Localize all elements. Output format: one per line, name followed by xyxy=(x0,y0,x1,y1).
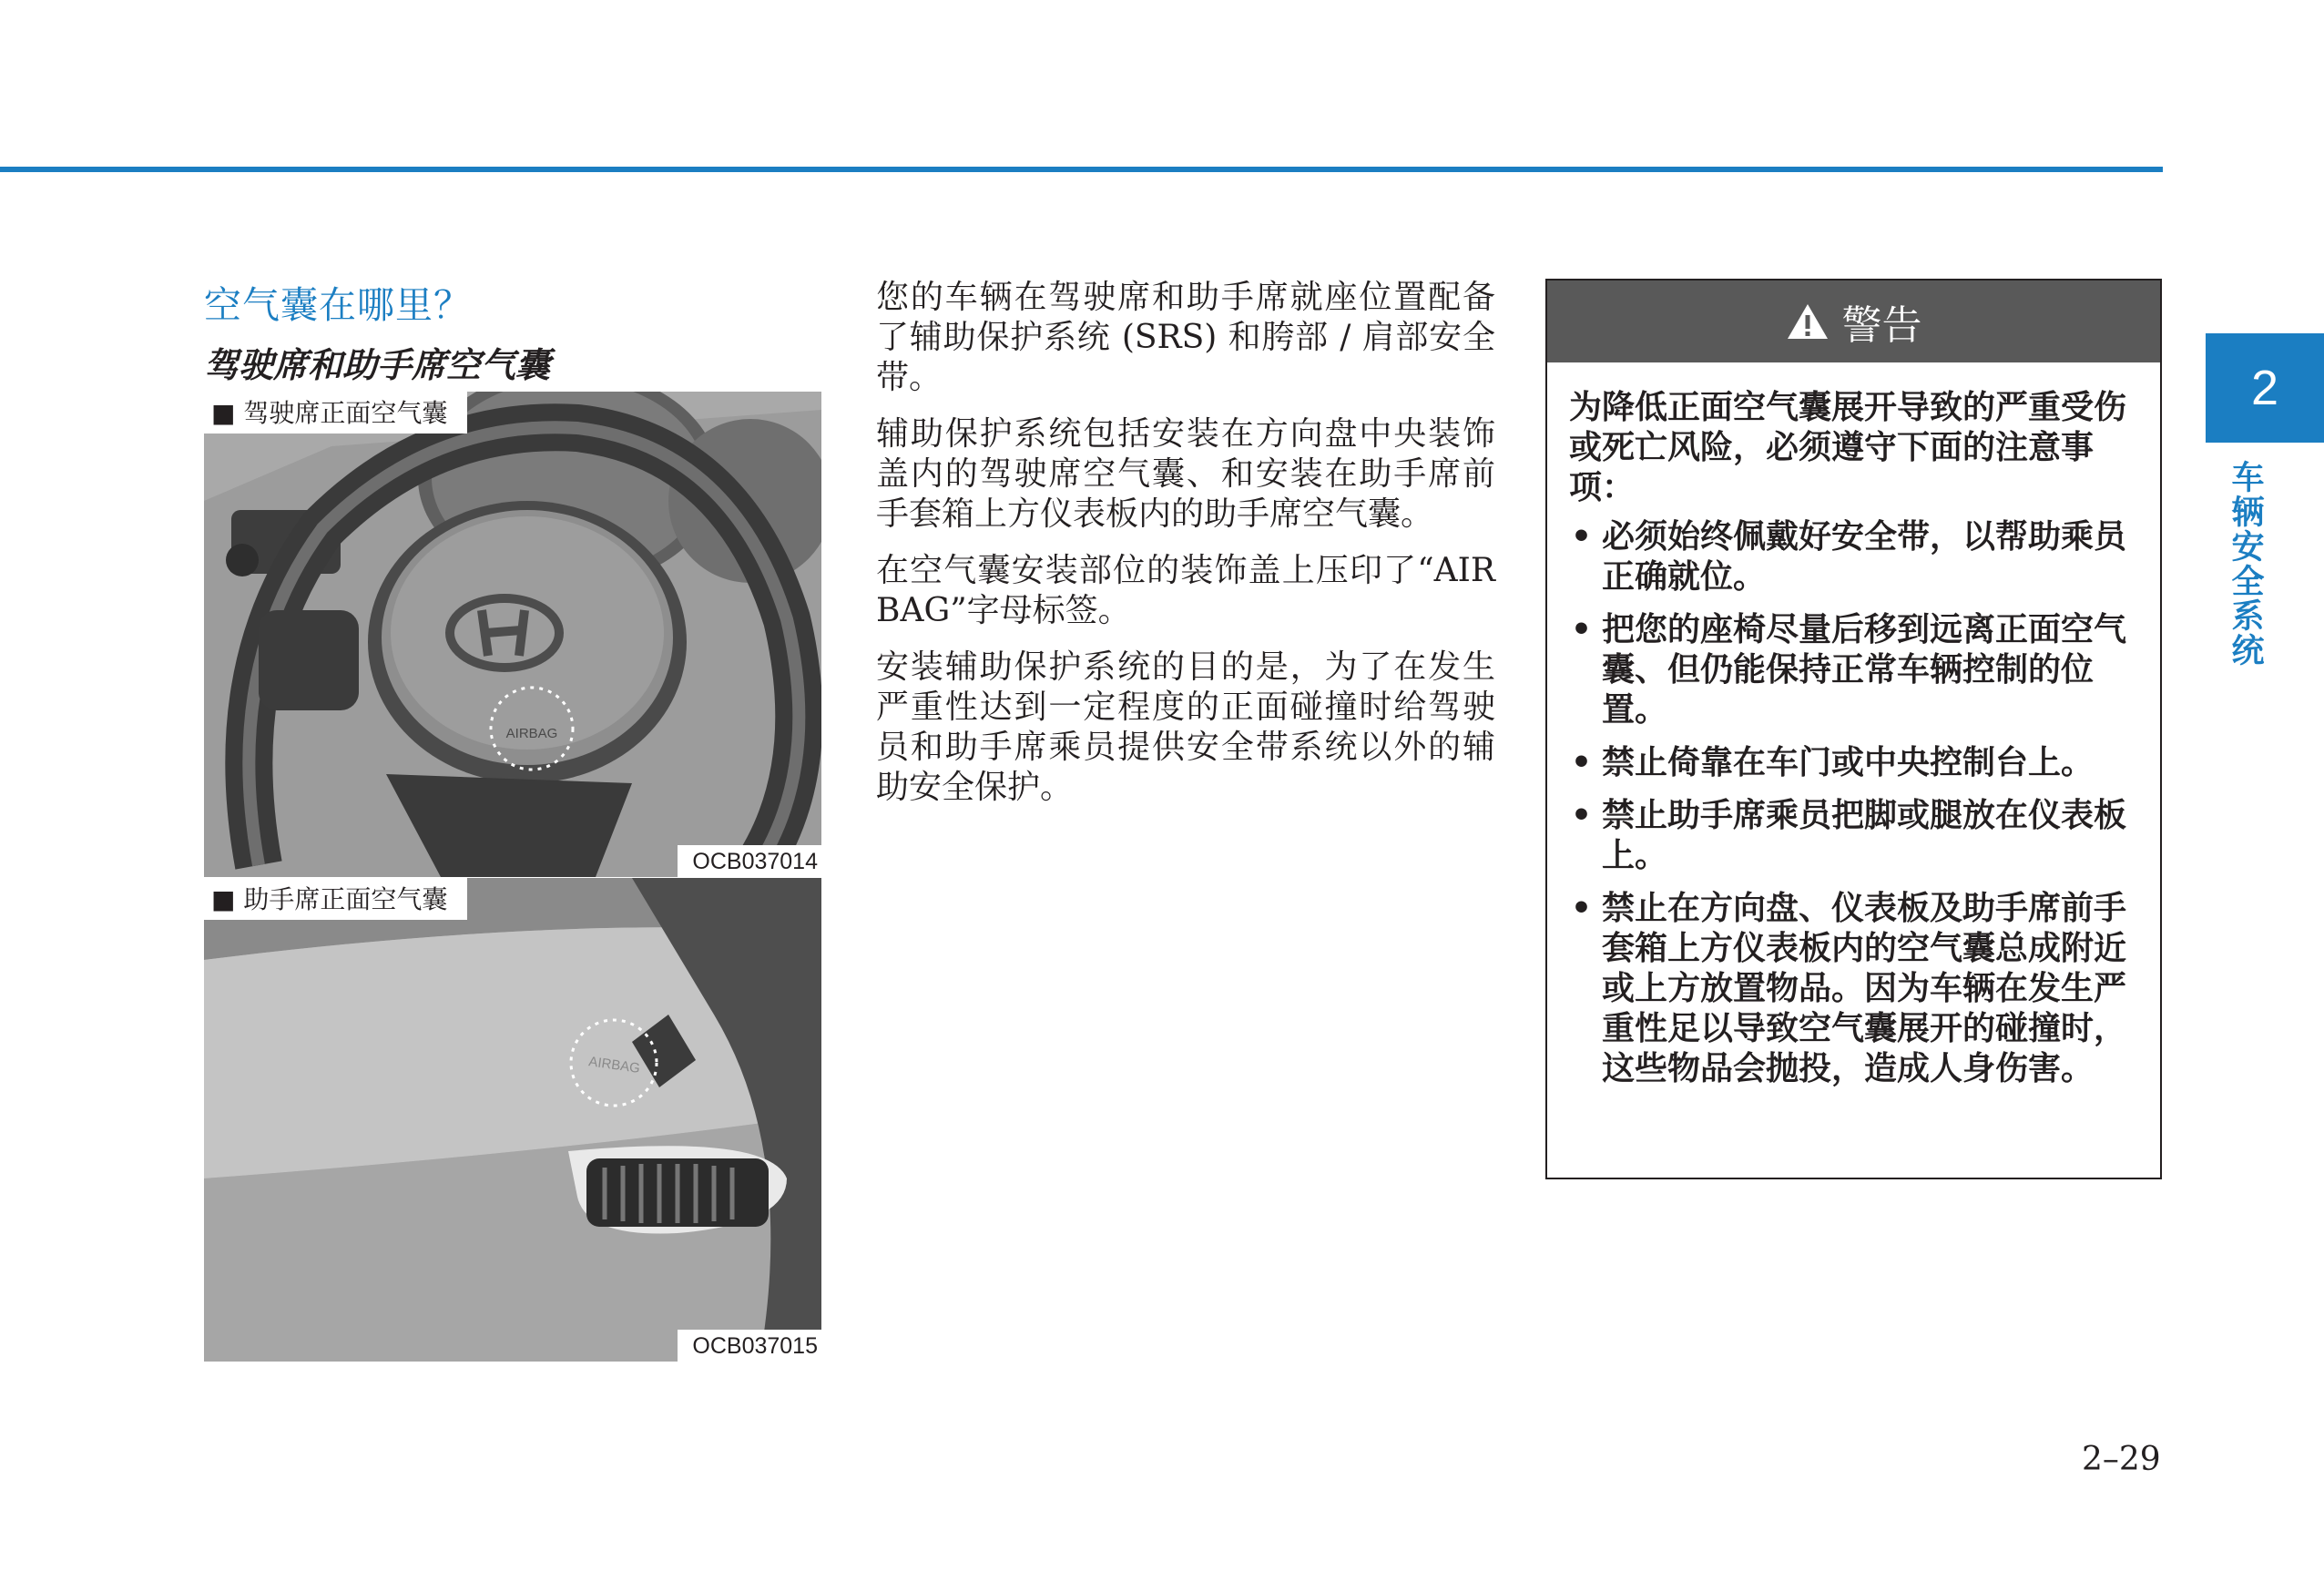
figure-code: OCB037014 xyxy=(678,845,821,877)
warning-item-text: 禁止倚靠在车门或中央控制台上。 xyxy=(1602,744,2095,781)
warning-item-text: 禁止在方向盘、仪表板及助手席前手套箱上方仪表板内的空气囊总成附近或上方放置物品。因为车辆在发生严重性足以导致空气囊展开的碰撞时，这些物品会抛投，造成人身伤害。 xyxy=(1602,890,2127,1087)
warning-item xyxy=(1569,743,2140,783)
bullet-icon: • xyxy=(1571,744,1593,781)
warning-item xyxy=(1569,610,2140,730)
figure-caption: ■ 驾驶席正面空气囊 xyxy=(204,392,467,434)
airbag-emblem-label: AIRBAG xyxy=(505,726,558,741)
bullet-icon: • xyxy=(1571,890,1593,927)
warning-item-text: 必须始终佩戴好安全带，以帮助乘员正确就位。 xyxy=(1602,518,2127,596)
warning-item-text: 禁止助手席乘员把脚或腿放在仪表板上。 xyxy=(1602,797,2127,874)
airbag-emblem-label: AIRBAG xyxy=(587,1054,641,1076)
page-number: 2–29 xyxy=(2082,1441,2161,1478)
figure-caption: ■ 助手席正面空气囊 xyxy=(204,878,467,920)
section-title: 空气囊在哪里？ xyxy=(204,283,472,327)
warning-header xyxy=(1547,281,2160,362)
body-paragraph: 辅助保护系统包括安装在方向盘中央装饰盖内的驾驶席空气囊、和安装在助手席前手套箱上方仪表板内的助手席空气囊。 xyxy=(876,415,1495,533)
passenger-airbag-figure xyxy=(204,878,821,1362)
figure-code: OCB037015 xyxy=(678,1330,821,1362)
warning-triangle-icon xyxy=(1786,302,1830,341)
dashboard-illustration xyxy=(204,878,821,1362)
body-text xyxy=(876,278,1495,824)
chapter-label: 车辆安全系统 xyxy=(2227,460,2264,668)
bullet-icon: • xyxy=(1571,611,1593,648)
body-paragraph: 在空气囊安装部位的装饰盖上压印了“AIR BAG”字母标签。 xyxy=(876,552,1495,629)
warning-item-text: 把您的座椅尽量后移到远离正面空气囊、但仍能保持正常车辆控制的位置。 xyxy=(1602,611,2127,729)
body-paragraph: 安装辅助保护系统的目的是，为了在发生严重性达到一定程度的正面碰撞时给驾驶员和助手席乘员提供安全带系统以外的辅助安全保护。 xyxy=(876,648,1495,806)
warning-item xyxy=(1569,517,2140,597)
warning-list xyxy=(1569,517,2140,1089)
driver-airbag-figure xyxy=(204,392,821,877)
warning-title: 警告 xyxy=(1841,302,1922,349)
warning-intro: 为降低正面空气囊展开导致的严重受伤或死亡风险，必须遵守下面的注意事项： xyxy=(1569,389,2127,506)
warning-item xyxy=(1569,796,2140,876)
header-rule xyxy=(0,167,2163,172)
body-paragraph: 您的车辆在驾驶席和助手席就座位置配备了辅助保护系统 (SRS) 和胯部 / 肩部安全带。 xyxy=(876,279,1495,396)
warning-body xyxy=(1569,388,2140,1102)
bullet-icon: • xyxy=(1571,518,1593,556)
warning-item xyxy=(1569,889,2140,1089)
section-subtitle: 驾驶席和助手席空气囊 xyxy=(204,345,551,385)
bullet-icon: • xyxy=(1571,797,1593,834)
chapter-number-tab: 2 xyxy=(2206,333,2324,443)
steering-wheel-illustration xyxy=(204,392,821,877)
warning-box xyxy=(1545,279,2162,1179)
